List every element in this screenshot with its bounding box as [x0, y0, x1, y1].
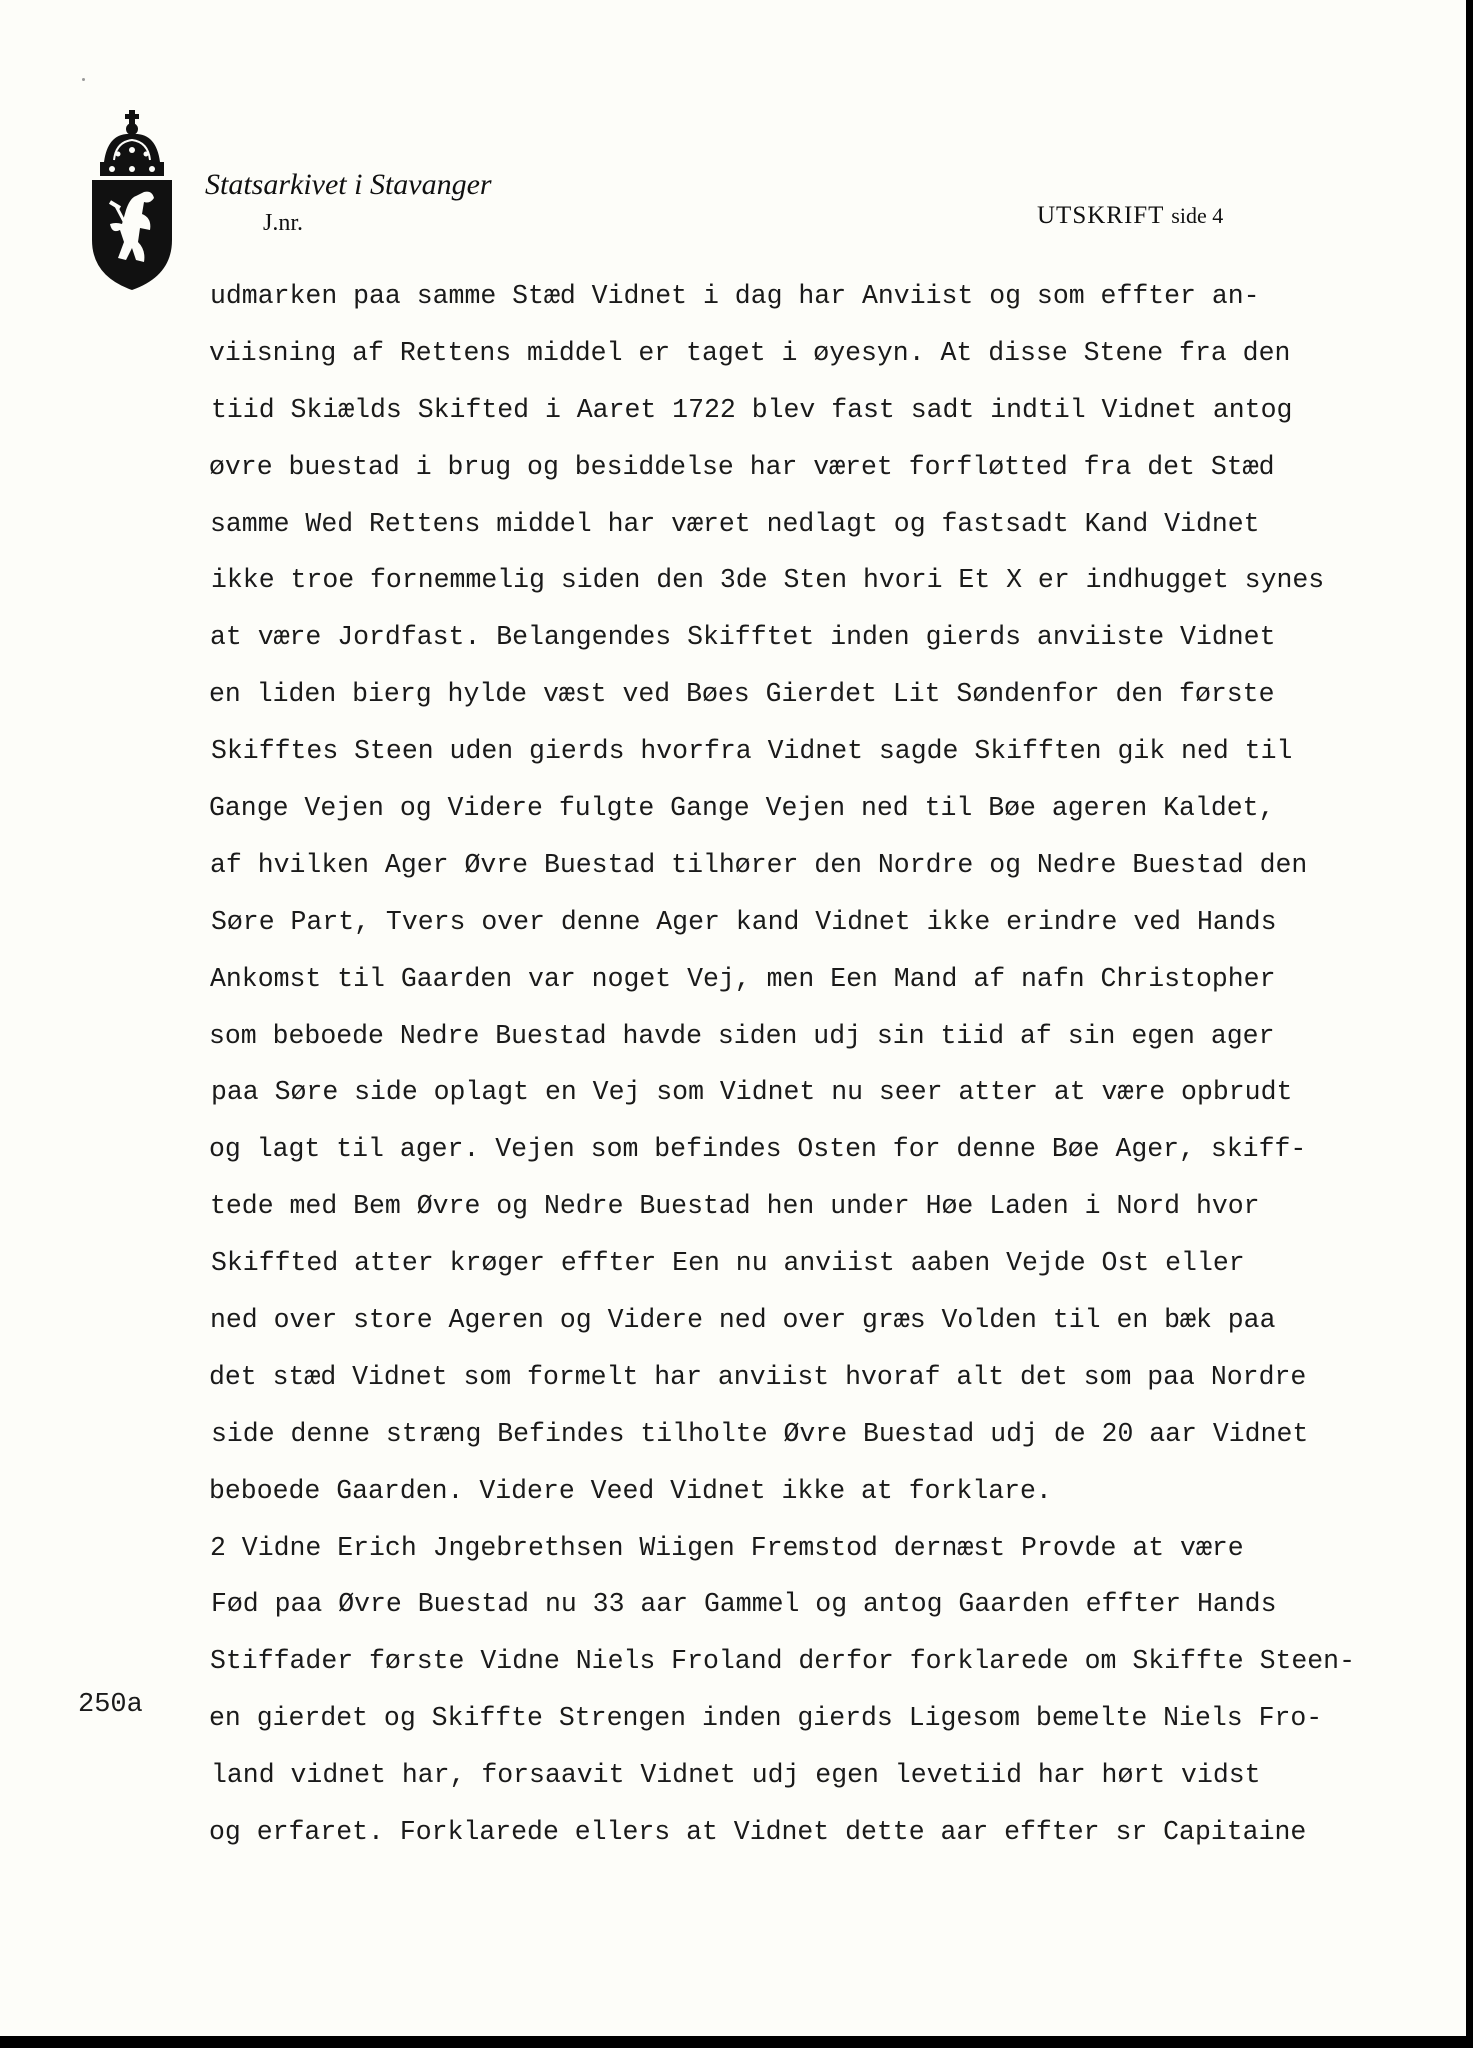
text-line: Gange Vejen og Videre fulgte Gange Vejen ned til Bøe ageren Kaldet,: [209, 793, 1275, 824]
text-line: en liden bierg hylde væst ved Bøes Gierdet Lit Søndenfor den første: [209, 679, 1275, 710]
text-line: en gierdet og Skiffte Strengen inden gierds Ligesom bemelte Niels Fro-: [209, 1703, 1323, 1734]
norwegian-coat-of-arms-icon: [86, 110, 178, 292]
margin-note: 250a: [78, 1690, 143, 1720]
text-line: ikke troe fornemmelig siden den 3de Sten hvori Et X er indhugget synes: [211, 565, 1325, 596]
text-line: det stæd Vidnet som formelt har anviist hvoraf alt det som paa Nordre: [209, 1361, 1307, 1392]
text-line: land vidnet har, forsaavit Vidnet udj egen levetiid har hørt vidst: [211, 1760, 1261, 1791]
scan-speck: [82, 78, 85, 81]
archive-name: Statsarkivet i Stavanger: [205, 168, 492, 201]
text-line: beboede Gaarden. Videre Veed Vidnet ikke at forklare.: [209, 1475, 1052, 1506]
page-number-label: side 4: [1171, 203, 1224, 228]
text-line: øvre buestad i brug og besiddelse har været forfløtted fra det Stæd: [209, 451, 1275, 482]
text-line: og erfaret. Forklarede ellers at Vidnet dette aar effter sr Capitaine: [209, 1817, 1307, 1848]
transcription-body: [209, 268, 1449, 1861]
text-line: Skifftes Steen uden gierds hvorfra Vidnet sagde Skifften gik ned til: [211, 736, 1293, 767]
text-line: side denne stræng Befindes tilholte Øvre Buestad udj de 20 aar Vidnet: [211, 1418, 1309, 1449]
text-line: Stiffader første Vidne Niels Froland derfor forklarede om Skiffte Steen-: [210, 1646, 1355, 1677]
journal-number-label: J.nr.: [263, 210, 304, 236]
text-line: 2 Vidne Erich Jngebrethsen Wiigen Fremstod dernæst Provde at være: [210, 1532, 1244, 1563]
text-line: af hvilken Ager Øvre Buestad tilhører den Nordre og Nedre Buestad den: [210, 849, 1308, 880]
text-line: og lagt til ager. Vejen som befindes Osten for denne Bøe Ager, skiff-: [209, 1134, 1307, 1165]
text-line: tede med Bem Øvre og Nedre Buestad hen under Høe Laden i Nord hvor: [210, 1191, 1260, 1222]
text-line: Søre Part, Tvers over denne Ager kand Vidnet ikke erindre ved Hands: [211, 906, 1277, 937]
text-line: Ankomst til Gaarden var noget Vej, men Een Mand af nafn Christopher: [210, 963, 1276, 994]
utskrift-label: UTSKRIFT: [1037, 202, 1165, 229]
text-line: viisning af Rettens middel er taget i øyesyn. At disse Stene fra den: [209, 337, 1291, 368]
text-line: Skiffted atter krøger effter Een nu anviist aaben Vejde Ost eller: [211, 1248, 1245, 1279]
page-header-label: [1037, 202, 1223, 230]
text-line: at være Jordfast. Belangendes Skifftet inden gierds anviiste Vidnet: [210, 622, 1276, 653]
text-line: som beboede Nedre Buestad havde siden udj sin tiid af sin egen ager: [209, 1020, 1275, 1051]
text-line: Fød paa Øvre Buestad nu 33 aar Gammel og antog Gaarden effter Hands: [211, 1589, 1277, 1620]
text-line: ned over store Ageren og Videre ned over græs Volden til en bæk paa: [210, 1305, 1276, 1336]
text-line: samme Wed Rettens middel har været nedlagt og fastsadt Kand Vidnet: [210, 508, 1260, 539]
text-line: paa Søre side oplagt en Vej som Vidnet nu seer atter at være opbrudt: [211, 1077, 1293, 1108]
text-line: tiid Skiælds Skifted i Aaret 1722 blev fast sadt indtil Vidnet antog: [211, 394, 1293, 425]
text-line: udmarken paa samme Stæd Vidnet i dag har Anviist og som effter an-: [210, 281, 1260, 311]
